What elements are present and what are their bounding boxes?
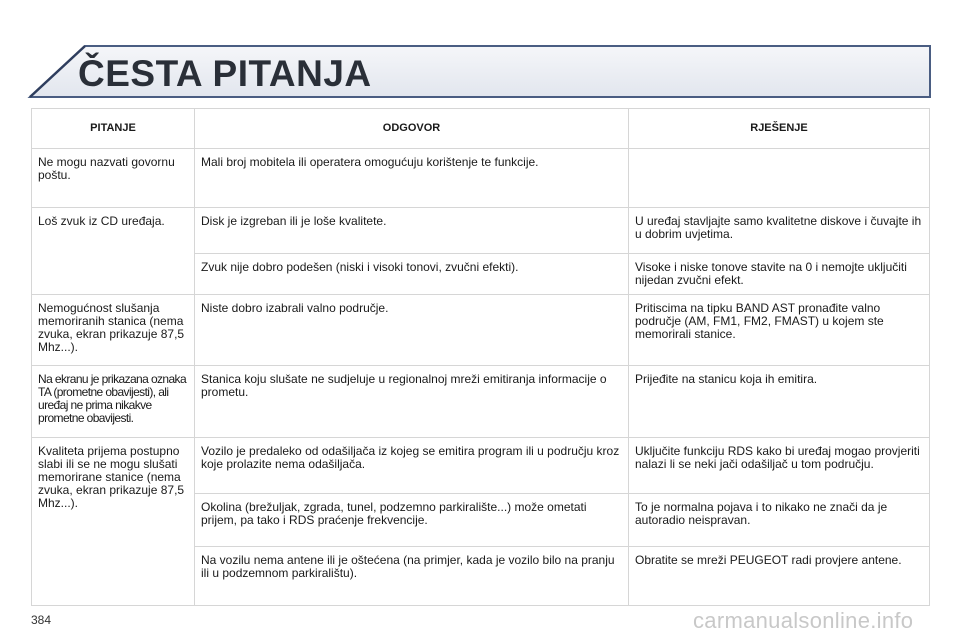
answer-cell: Disk je izgreban ili je loše kvalitete. — [195, 208, 629, 254]
solution-cell: Pritiscima na tipku BAND AST pronađite valno područje (AM, FM1, FM2, FMAST) u kojem ste memorirali stanice. — [629, 295, 930, 366]
table-row — [32, 208, 930, 254]
solution-cell: Uključite funkciju RDS kako bi uređaj mogao provjeriti nalazi li se neki jači odašiljač u tom području. — [629, 438, 930, 494]
question-cell: Kvaliteta prijema postupno slabi ili se ne mogu slušati memorirane stanice (nema zvuka, ekran prikazuje 87,5 Mhz...). — [32, 438, 195, 606]
answer-cell: Zvuk nije dobro podešen (niski i visoki tonovi, zvučni efekti). — [195, 254, 629, 295]
solution-cell: To je normalna pojava i to nikako ne znači da je autoradio neispravan. — [629, 494, 930, 547]
answer-cell: Stanica koju slušate ne sudjeluje u regionalnoj mreži emitiranja informacije o prometu. — [195, 366, 629, 438]
answer-cell: Na vozilu nema antene ili je oštećena (na primjer, kada je vozilo bilo na pranju ili u podzemnom parkiralištu). — [195, 547, 629, 606]
solution-cell: Obratite se mreži PEUGEOT radi provjere antene. — [629, 547, 930, 606]
watermark: carmanualsonline.info — [693, 608, 914, 633]
table-header-row — [32, 109, 930, 149]
page-number: 384 — [31, 613, 52, 627]
table-row — [32, 295, 930, 366]
column-header-answer: ODGOVOR — [195, 109, 629, 149]
column-header-solution: RJEŠENJE — [629, 109, 930, 149]
answer-cell: Vozilo je predaleko od odašiljača iz kojeg se emitira program ili u području kroz koje prolazite nema odašiljača. — [195, 438, 629, 494]
table-row — [32, 438, 930, 494]
answer-cell: Niste dobro izabrali valno područje. — [195, 295, 629, 366]
solution-cell: U uređaj stavljajte samo kvalitetne diskove i čuvajte ih u dobrim uvjetima. — [629, 208, 930, 254]
question-cell: Nemogućnost slušanja memoriranih stanica (nema zvuka, ekran prikazuje 87,5 Mhz...). — [32, 295, 195, 366]
question-cell: Na ekranu je prikazana oznaka TA (prometne obavijesti), ali uređaj ne prima nikakve prometne obavijesti. — [32, 366, 195, 438]
column-header-question: PITANJE — [32, 109, 195, 149]
faq-table — [31, 108, 930, 606]
table-row — [32, 149, 930, 208]
answer-cell: Okolina (brežuljak, zgrada, tunel, podzemno parkiralište...) može ometati prijem, pa tako i RDS praćenje frekvencije. — [195, 494, 629, 547]
page-title: ČESTA PITANJA — [78, 53, 372, 94]
answer-cell: Mali broj mobitela ili operatera omogućuju korištenje te funkcije. — [195, 149, 629, 208]
question-cell: Loš zvuk iz CD uređaja. — [32, 208, 195, 295]
solution-cell: Visoke i niske tonove stavite na 0 i nemojte uključiti nijedan zvučni efekt. — [629, 254, 930, 295]
table-row — [32, 366, 930, 438]
solution-cell — [629, 149, 930, 208]
solution-cell: Prijeđite na stanicu koja ih emitira. — [629, 366, 930, 438]
question-cell: Ne mogu nazvati govornu poštu. — [32, 149, 195, 208]
